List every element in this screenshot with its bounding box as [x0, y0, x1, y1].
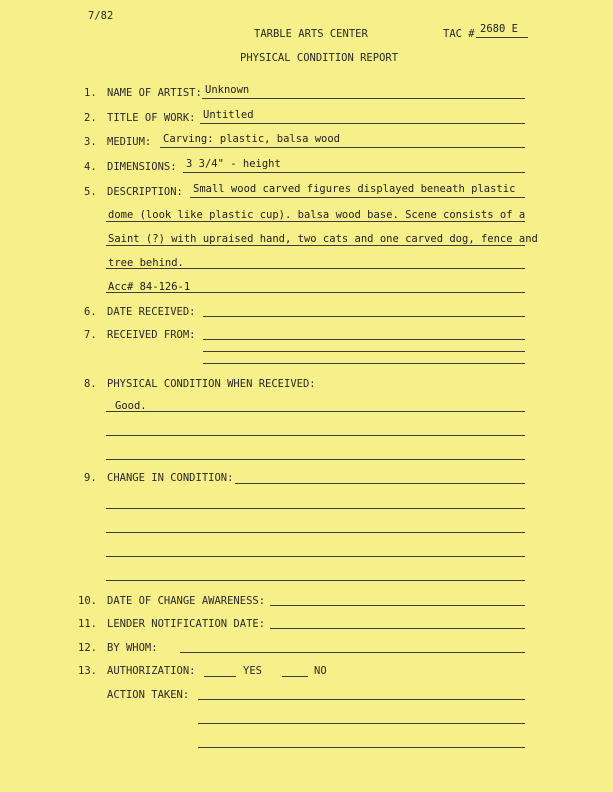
authorization-label: AUTHORIZATION: — [107, 665, 196, 677]
change-in-condition-line — [106, 556, 525, 557]
change-in-condition-line — [106, 532, 525, 533]
received-from-line — [203, 351, 525, 352]
title-value: Untitled — [203, 109, 254, 121]
date-received-line — [203, 316, 525, 317]
received-from-label: RECEIVED FROM: — [107, 329, 196, 341]
description-rule — [106, 268, 525, 269]
field-number: 13. — [78, 665, 97, 677]
by-whom-line — [180, 652, 525, 653]
condition-received-line — [106, 459, 525, 460]
change-in-condition-line — [106, 580, 525, 581]
received-from-line — [203, 339, 525, 340]
action-taken-line — [198, 723, 525, 724]
title-label: TITLE OF WORK: — [107, 112, 196, 124]
report-date: 7/82 — [88, 10, 114, 22]
field-number: 10. — [78, 595, 97, 607]
description-rule — [190, 197, 525, 198]
action-taken-line — [198, 747, 525, 748]
dimensions-value: 3 3/4" - height — [186, 158, 281, 170]
date-received-label: DATE RECEIVED: — [107, 306, 196, 318]
condition-received-label: PHYSICAL CONDITION WHEN RECEIVED: — [107, 378, 316, 390]
artist-line — [202, 98, 525, 99]
field-number: 2. — [84, 112, 97, 124]
field-number: 5. — [84, 186, 97, 198]
artist-label: NAME OF ARTIST: — [107, 87, 202, 99]
medium-label: MEDIUM: — [107, 136, 152, 148]
change-in-condition-line — [106, 508, 525, 509]
authorization-no: NO — [314, 665, 327, 677]
by-whom-label: BY WHOM: — [107, 642, 158, 654]
field-number: 9. — [84, 472, 97, 484]
description-label: DESCRIPTION: — [107, 186, 183, 198]
change-awareness-label: DATE OF CHANGE AWARENESS: — [107, 595, 266, 607]
dimensions-line — [183, 172, 525, 173]
medium-value: Carving: plastic, balsa wood — [163, 133, 341, 145]
field-number: 6. — [84, 306, 97, 318]
field-number: 8. — [84, 378, 97, 390]
change-in-condition-line — [235, 483, 525, 484]
tac-line — [476, 37, 528, 38]
field-number: 1. — [84, 87, 97, 99]
tac-label: TAC # — [443, 28, 475, 40]
field-number: 3. — [84, 136, 97, 148]
description-rule — [106, 292, 525, 293]
medium-line — [160, 147, 525, 148]
change-awareness-line — [270, 605, 525, 606]
received-from-line — [203, 363, 525, 364]
authorization-yes: YES — [243, 665, 262, 677]
dimensions-label: DIMENSIONS: — [107, 161, 177, 173]
condition-received-line — [106, 411, 525, 412]
description-line-3: Saint (?) with upraised hand, two cats and one carved dog, fence and — [108, 233, 538, 245]
condition-received-line — [106, 435, 525, 436]
accession-number: Acc# 84-126-1 — [108, 281, 191, 293]
description-line-2: dome (look like plastic cup). balsa wood base. Scene consists of a — [108, 209, 526, 221]
authorization-yes-blank — [204, 676, 236, 677]
report-title: PHYSICAL CONDITION REPORT — [240, 52, 399, 64]
description-rule — [106, 245, 525, 246]
field-number: 12. — [78, 642, 97, 654]
tac-number: 2680 E — [480, 23, 518, 35]
field-number: 4. — [84, 161, 97, 173]
action-taken-line — [198, 699, 525, 700]
description-line-1: Small wood carved figures displayed beneath plastic — [193, 183, 516, 195]
change-in-condition-label: CHANGE IN CONDITION: — [107, 472, 234, 484]
authorization-no-blank — [282, 676, 308, 677]
action-taken-label: ACTION TAKEN: — [107, 689, 190, 701]
description-line-4: tree behind. — [108, 257, 184, 269]
org-name: TARBLE ARTS CENTER — [254, 28, 368, 40]
description-rule — [106, 221, 525, 222]
artist-value: Unknown — [205, 84, 250, 96]
field-number: 7. — [84, 329, 97, 341]
condition-received-value: Good. — [115, 400, 147, 412]
title-line — [200, 123, 525, 124]
lender-notification-label: LENDER NOTIFICATION DATE: — [107, 618, 266, 630]
field-number: 11. — [78, 618, 97, 630]
lender-notification-line — [270, 628, 525, 629]
